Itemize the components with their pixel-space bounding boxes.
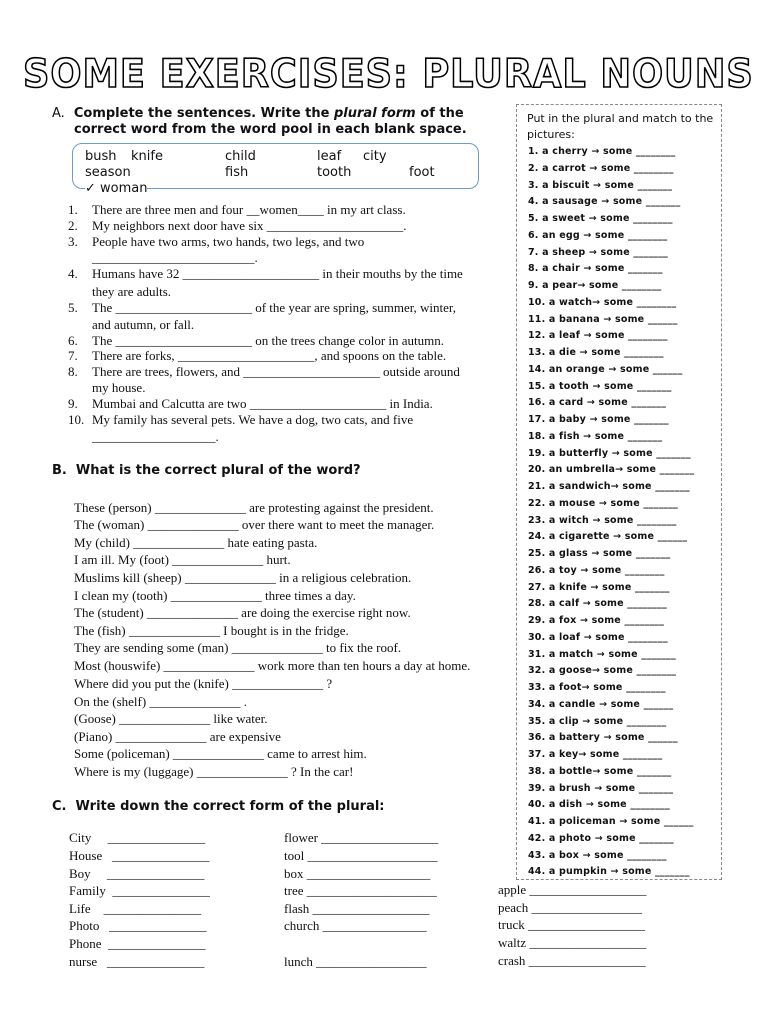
list-item-number: 2. [68, 218, 78, 233]
list-item-number: 7. [68, 348, 78, 363]
match-item: 11. a banana → some ______ [528, 313, 678, 325]
word-item: flower __________________ [284, 830, 439, 845]
section-c-heading-text: Write down the correct form of the plural: [75, 799, 385, 814]
list-item-number: 8. [68, 364, 78, 379]
match-item: 43. a box → some ________ [528, 849, 667, 861]
word-item: tool ____________________ [284, 848, 438, 863]
match-item: 14. an orange → some ______ [528, 363, 683, 375]
word-item: flash __________________ [284, 901, 430, 916]
match-item: 23. a witch → some ________ [528, 514, 677, 526]
list-item: The (student) ______________ are doing the exercise right now. [74, 605, 411, 620]
match-item: 30. a loaf → some ________ [528, 631, 668, 643]
match-item: 33. a foot→ some ________ [528, 682, 666, 693]
match-item: 42. a photo → some _______ [528, 832, 674, 844]
list-item: Muslims kill (sheep) ______________ in a religious celebration. [74, 570, 412, 585]
match-item: 40. a dish → some ________ [528, 799, 670, 811]
match-item: 26. a toy → some ________ [528, 564, 665, 576]
word-item: Photo _______________ [69, 918, 207, 933]
match-item: 13. a die → some ________ [528, 347, 664, 358]
list-item-text: The _____________________ of the year are spring, summer, winter, [92, 300, 456, 315]
match-item: 32. a goose→ some ________ [528, 665, 677, 677]
match-item: 12. a leaf → some ________ [528, 330, 668, 342]
word-pool-box [72, 143, 479, 196]
section-a-instr-1a: Complete the sentences. Write the [73, 106, 334, 121]
list-item: On the (shelf) ______________ . [74, 694, 247, 709]
match-item: 20. an umbrella→ some _______ [528, 464, 695, 476]
list-item-text: and autumn, or fall. [92, 317, 195, 332]
word-item: City _______________ [69, 830, 206, 845]
match-item: 19. a butterfly → some _______ [528, 447, 691, 459]
match-item: 18. a fish → some _______ [528, 430, 663, 442]
list-item-number: 3. [68, 234, 78, 249]
match-item: 24. a cigarette → some ______ [528, 531, 688, 543]
match-item: 7. a sheep → some _______ [528, 246, 669, 258]
match-item: 38. a bottle→ some _______ [528, 765, 672, 777]
list-item-number: 1. [68, 202, 78, 217]
word-item: crash __________________ [498, 953, 646, 968]
pool-word: season [85, 165, 131, 180]
match-item: 22. a mouse → some _______ [528, 497, 678, 509]
match-item: 35. a clip → some ________ [528, 715, 667, 727]
word-item: Family _______________ [69, 883, 210, 898]
list-item: The (fish) ______________ I bought is in the fridge. [74, 623, 349, 638]
match-item: 9. a pear→ some ________ [528, 280, 662, 291]
word-item: Phone _______________ [69, 936, 206, 951]
match-item: 34. a candle → some ______ [528, 698, 674, 710]
list-item: Most (houswife) ______________ work more than ten hours a day at home. [74, 658, 471, 673]
section-a-letter: A. [52, 106, 65, 121]
match-item: 6. an egg → some ________ [528, 229, 668, 241]
list-item-text: There are forks, _____________________, and spoons on the table. [92, 348, 447, 363]
match-item: 8. a chair → some _______ [528, 263, 663, 275]
match-item: 27. a knife → some _______ [528, 581, 670, 593]
list-item: The (woman) ______________ over there want to meet the manager. [74, 517, 435, 532]
word-item: lunch _________________ [284, 954, 427, 969]
section-a-instr-1b: plural form [334, 106, 416, 121]
word-item: apple __________________ [498, 882, 647, 897]
match-item: 10. a watch→ some ________ [528, 296, 677, 308]
list-item-text: Mumbai and Calcutta are two _____________________ in India. [92, 396, 433, 411]
word-item: church ________________ [284, 918, 427, 933]
match-item: 1. a cherry → some ________ [528, 146, 676, 157]
section-c-heading [52, 799, 385, 814]
section-a-instr-2: correct word from the word pool in each blank space. [74, 122, 467, 137]
match-item: 39. a brush → some _______ [528, 782, 674, 794]
match-item: 16. a card → some _______ [528, 397, 667, 409]
pool-word: city [363, 149, 387, 164]
word-item: peach _________________ [498, 900, 643, 915]
match-item: 36. a battery → some ______ [528, 732, 678, 744]
list-item-text: My family has several pets. We have a dog, two cats, and five [92, 412, 414, 427]
section-b-heading-text: What is the correct plural of the word? [75, 463, 361, 478]
match-item: 2. a carrot → some ________ [528, 162, 674, 174]
match-item: 3. a biscuit → some _______ [528, 179, 673, 191]
list-item-text: ___________________. [92, 429, 219, 444]
word-item: Life _______________ [69, 901, 202, 916]
match-item: 29. a fox → some ________ [528, 615, 665, 626]
pool-word: foot [409, 165, 435, 180]
list-item: (Goose) ______________ like water. [74, 711, 268, 726]
list-item-number: 10. [68, 412, 85, 427]
list-item: Where is my (luggage) ______________ ? In the car! [74, 764, 354, 779]
match-item: 15. a tooth → some _______ [528, 380, 672, 392]
list-item-text: Humans have 32 _____________________ in their mouths by the time [92, 266, 463, 281]
list-item: These (person) ______________ are protesting against the president. [74, 500, 434, 515]
list-item-text: There are trees, flowers, and _____________________ outside around [92, 364, 460, 379]
list-item-number: 4. [68, 266, 78, 281]
list-item-number: 9. [68, 396, 78, 411]
section-a-heading [52, 106, 464, 121]
pool-word: leaf [317, 149, 342, 164]
list-item: I am ill. My (foot) ______________ hurt. [74, 552, 291, 567]
list-item-text: There are three men and four __women____ in my art class. [92, 202, 406, 217]
match-item: 4. a sausage → some _______ [528, 196, 681, 208]
pool-word: bush [85, 149, 117, 164]
word-item: nurse _______________ [69, 954, 205, 969]
match-item: 41. a policeman → some ______ [528, 816, 694, 827]
list-item-number: 6. [68, 333, 78, 348]
list-item-number: 5. [68, 300, 78, 315]
word-item: waltz __________________ [498, 935, 647, 950]
list-item-text: The _____________________ on the trees change color in autumn. [92, 333, 445, 348]
word-item: truck __________________ [498, 917, 645, 932]
pool-word: tooth [317, 165, 352, 180]
section-b-heading [52, 463, 361, 478]
list-item: Where did you put the (knife) ______________ ? [74, 676, 333, 691]
list-item: Some (policeman) ______________ came to arrest him. [74, 746, 367, 761]
match-item: 21. a sandwich→ some _______ [528, 481, 690, 492]
matching-header: Put in the plural and match to the pictures: [527, 112, 714, 141]
list-item-text: my house. [92, 380, 146, 395]
list-item: They are sending some (man) ______________ to fix the roof. [74, 640, 402, 655]
page-title: SOME EXERCISES: PLURAL NOUNS [23, 52, 754, 97]
list-item-text: they are adults. [92, 284, 172, 299]
pool-word: ✓ woman [85, 181, 148, 196]
word-item: box ___________________ [284, 866, 431, 881]
list-item: I clean my (tooth) ______________ three times a day. [74, 588, 356, 603]
section-a-instr-1c: of the [415, 106, 464, 121]
section-c-letter: C. [52, 799, 67, 814]
pool-word: knife [131, 149, 163, 164]
word-item: Boy _______________ [69, 866, 205, 881]
list-item: My (child) ______________ hate eating pasta. [74, 535, 318, 550]
match-item: 37. a key→ some ________ [528, 749, 663, 760]
match-item: 31. a match → some _______ [528, 648, 676, 660]
word-item: tree ____________________ [284, 883, 437, 898]
section-b-letter: B. [52, 463, 67, 478]
match-item: 28. a calf → some ________ [528, 598, 667, 610]
pool-word: fish [225, 165, 249, 180]
list-item: (Piano) ______________ are expensive [74, 729, 281, 744]
list-item-text: _________________________. [92, 250, 258, 265]
pool-word: child [225, 149, 256, 164]
match-item: 44. a pumpkin → some _______ [528, 866, 690, 878]
match-item: 17. a baby → some _______ [528, 414, 669, 425]
word-item: House _______________ [69, 848, 210, 863]
list-item-text: People have two arms, two hands, two legs, and two [92, 234, 365, 249]
match-item: 25. a glass → some _______ [528, 548, 671, 559]
list-item-text: My neighbors next door have six _____________________. [92, 218, 407, 233]
match-item: 5. a sweet → some ________ [528, 213, 673, 224]
